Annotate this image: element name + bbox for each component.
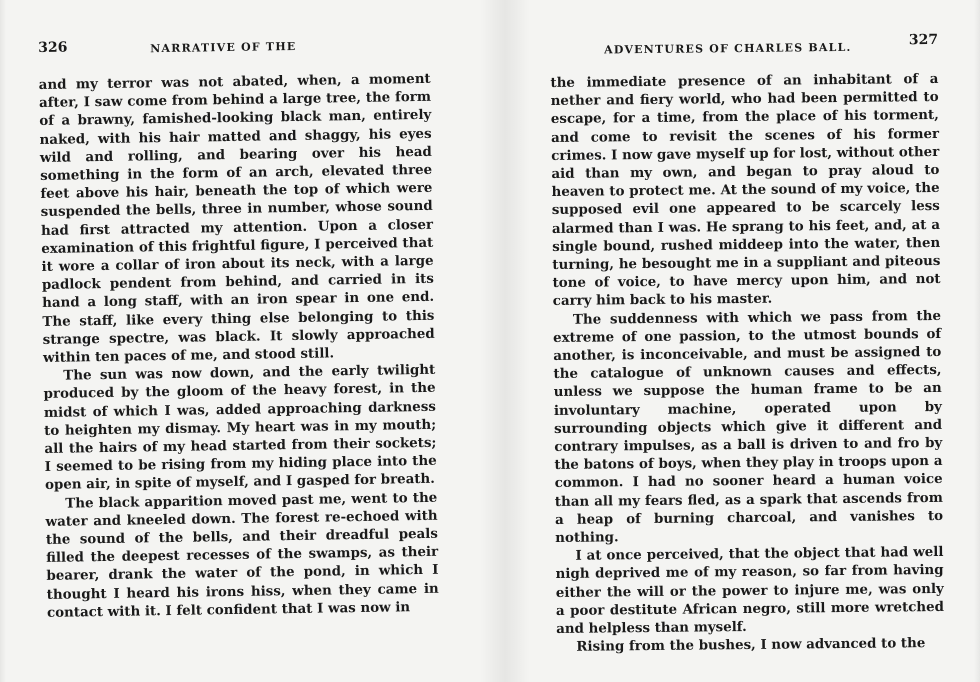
right-page-text xyxy=(550,70,944,657)
book-gutter xyxy=(480,0,530,682)
right-running-head xyxy=(550,31,939,60)
paragraph: and my terror was not abated, when, a moment after, I saw come from behind a large tree, the form of a brawny, famished-looking black man, entirely naked, with his hair matted and shaggy, his eyes wild and rolling, and bearing over his head something in the form of an arch, elevated three feet above his hair, beneath the top of which were suspended the bells, three in number, whose sound had first attracted my attention. Upon a closer examination of this frightful figure, I perceived that it wore a collar of iron about its neck, with a large padlock pendent from behind, and carried in its hand a long staff, with an iron spear in one end. The staff, like every thing else belonging to this strange spectre, was black. It slowly approached within ten paces of me, and stood still. xyxy=(38,70,435,367)
left-page-text xyxy=(39,70,440,622)
left-page xyxy=(38,32,439,622)
paragraph: The suddenness with which we pass from the extreme of one passion, to the utmost bounds of another, is inconceivable, and must be assigned to the catalogue of unknown causes and effects, unless we suppose the human frame to be an involuntary machine, operated upon by surrounding objects which give it different and contrary impulses, as a ball is driven to and fro by the batons of boys, when they play in troops upon a common. I had no sooner heard a human voice than all my fears fled, as a spark that ascends from a heap of burning charcoal, and vanishes to nothing. xyxy=(553,307,944,547)
left-running-head xyxy=(38,32,430,60)
paragraph: I at once perceived, that the object that had well nigh deprived me of my reason, so far from having either the will or the power to injure me, was only a poor destitute African negro, still more wretched and helpless than myself. xyxy=(555,544,945,638)
right-running-title: ADVENTURES OF CHARLES BALL. xyxy=(604,40,852,57)
paragraph: the immediate presence of an inhabitant of a nether and fiery world, who had been permitted to escape, for a time, from the place of his torment, and come to revisit the scenes of his former crimes. I now gave myself up for lost, without other aid than my own, and began to pray aloud to heaven to protect me. At the sound of my voice, the supposed evil one appeared to be scarcely less alarmed than I was. He sprang to his feet, and, at a single bound, rushed middeep into the water, then turning, he besought me in a suppliant and piteous tone of voice, to have mercy upon him, and not carry him back to his master. xyxy=(550,70,941,310)
right-page-number: 327 xyxy=(908,31,939,49)
paragraph: Rising from the bushes, I now advanced to the xyxy=(576,635,926,656)
left-page-number: 326 xyxy=(38,39,68,56)
right-page xyxy=(550,31,945,657)
left-running-title: NARRATIVE OF THE xyxy=(150,39,297,56)
paragraph: The sun was now down, and the early twilight produced by the gloom of the heavy forest, in the midst of which I was, added approaching darkness to heighten my dismay. My heart was in my mouth; all the hairs of my head started from their sockets; I seemed to be rising from my hiding place into the open air, in spite of myself, and I gasped for breath. xyxy=(43,362,437,494)
paragraph: The black apparition moved past me, went to the water and kneeled down. The forest re-echoed with the sound of the bells, and their dreadful peals filled the deepest recesses of the swamps, as their bearer, drank the water of the pond, in which I thought I heard his irons hiss, when they came in contact with it. I felt confident that I was now in xyxy=(45,489,439,621)
